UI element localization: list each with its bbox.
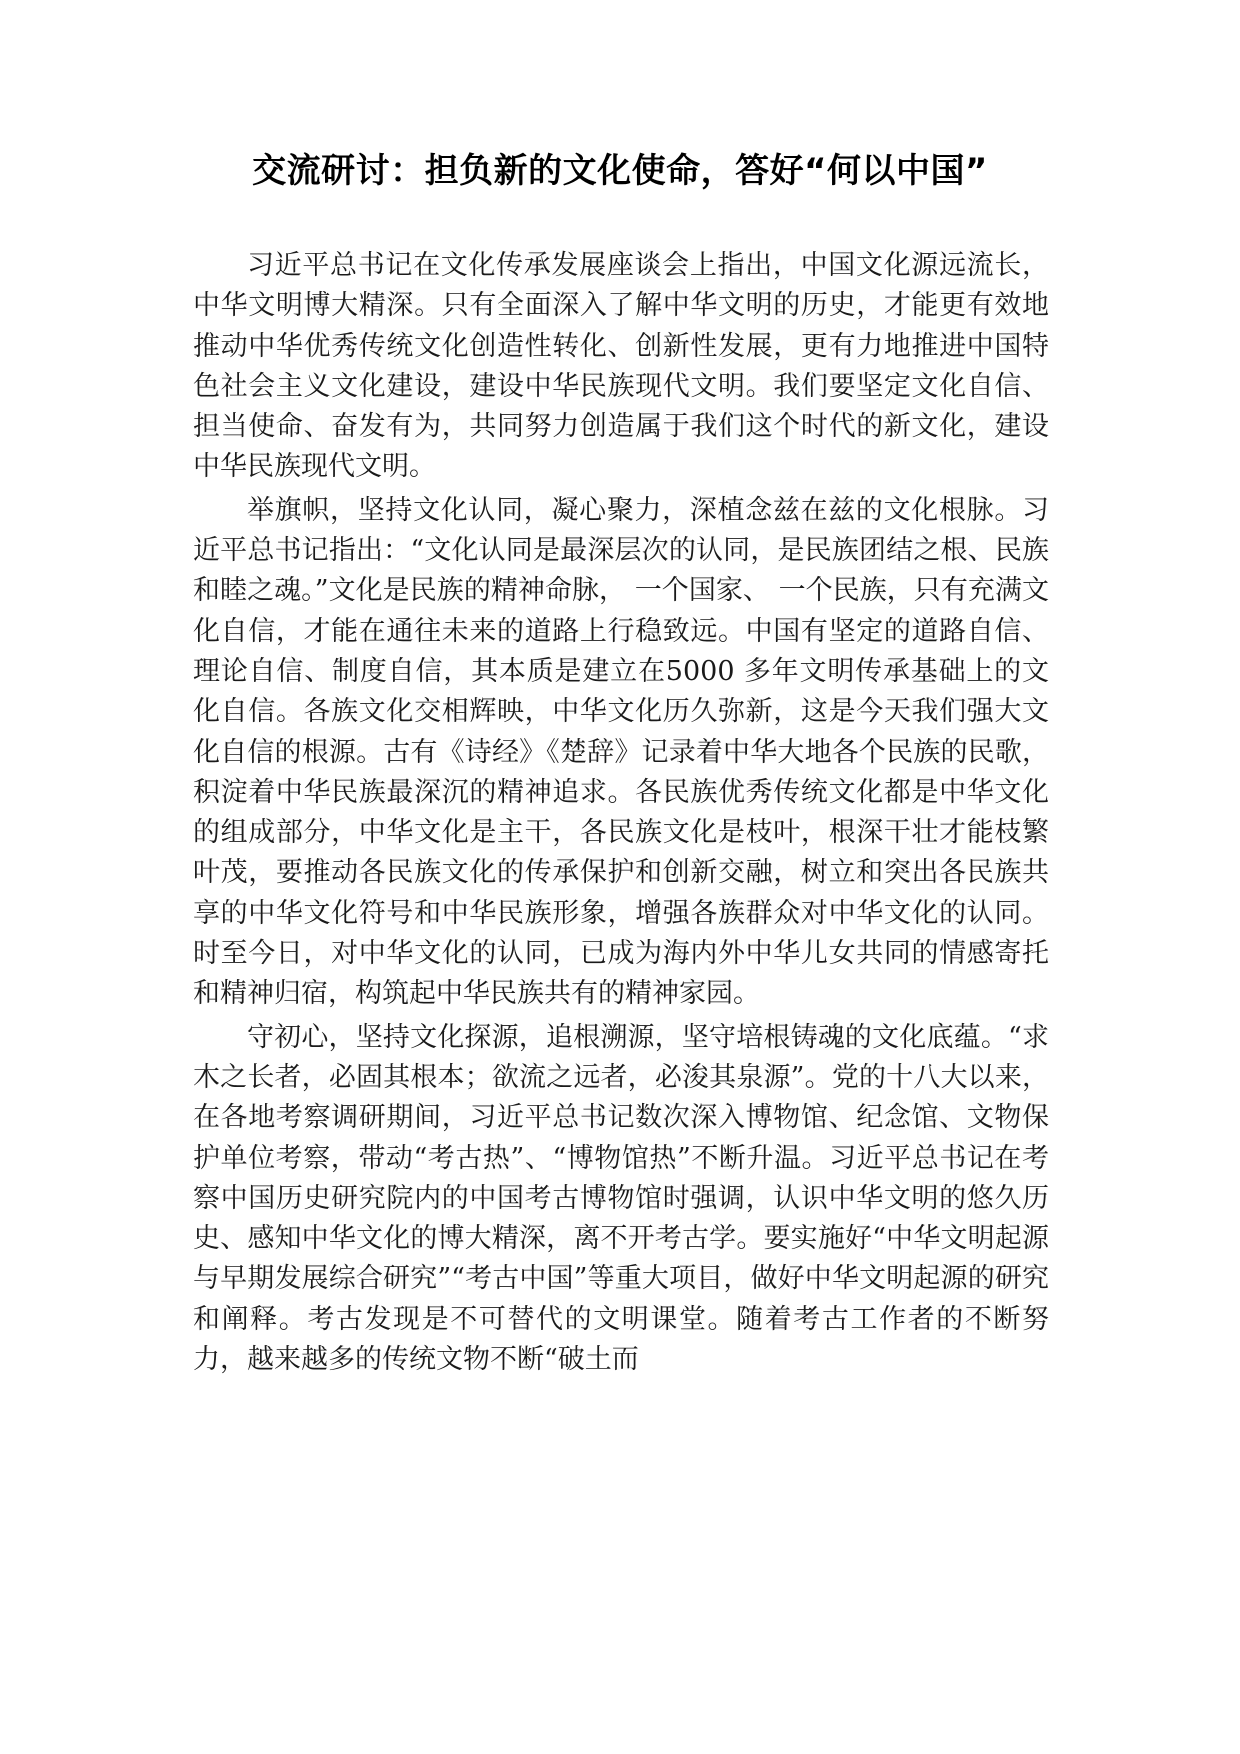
paragraph: 习近平总书记在文化传承发展座谈会上指出，中国文化源远流长，中华文明博大精深。只有全面深入了解中华文明的历史，才能更有效地推动中华优秀传统文化创造性转化、创新性发展，更有力地推进中国特色社会主义文化建设，建设中华民族现代文明。我们要坚定文化自信、担当使命、奋发有为，共同努力创造属于我们这个时代的新文化，建设中华民族现代文明。	[193, 250, 1049, 483]
document-body	[193, 246, 1049, 1383]
document-title: 交流研讨：担负新的文化使命，答好“何以中国”	[252, 151, 988, 191]
paragraph: 守初心，坚持文化探源，追根溯源，坚守培根铸魂的文化底蕴。“求木之长者，必固其根本；欲流之远者，必浚其泉源”。党的十八大以来，在各地考察调研期间，习近平总书记数次深入博物馆、纪念馆、文物保护单位考察，带动“考古热”、“博物馆热”不断升温。习近平总书记在考察中国历史研究院内的中国考古博物馆时强调，认识中华文明的悠久历史、感知中华文化的博大精深，离不开考古学。要实施好“中华文明起源与早期发展综合研究”“考古中国”等重大项目，做好中华文明起源的研究和阐释。考古发现是不可替代的文明课堂。随着考古工作者的不断努力，越来越多的传统文物不断“破土而	[193, 1021, 1049, 1376]
paragraph: 举旗帜，坚持文化认同，凝心聚力，深植念兹在兹的文化根脉。习近平总书记指出：“文化认同是最深层次的认同，是民族团结之根、民族和睦之魂。”文化是民族的精神命脉， 一个国家、 一个民族，只有充满文化自信，才能在通往未来的道路上行稳致远。中国有坚定的道路自信、理论自信、制度自信，其本质是建立在5000 多年文明传承基础上的文化自信。各族文化交相辉映，中华文化历久弥新，这是今天我们强大文化自信的根源。古有《诗经》《楚辞》记录着中华大地各个民族的民歌，积淀着中华民族最深沉的精神追求。各民族优秀传统文化都是中华文化的组成部分，中华文化是主干，各民族文化是枝叶，根深干壮才能枝繁叶茂，要推动各民族文化的传承保护和创新交融，树立和突出各民族共享的中华文化符号和中华民族形象，增强各族群众对中华文化的认同。时至今日，对中华文化的认同，已成为海内外中华儿女共同的情感寄托和精神归宿，构筑起中华民族共有的精神家园。	[193, 494, 1049, 1010]
